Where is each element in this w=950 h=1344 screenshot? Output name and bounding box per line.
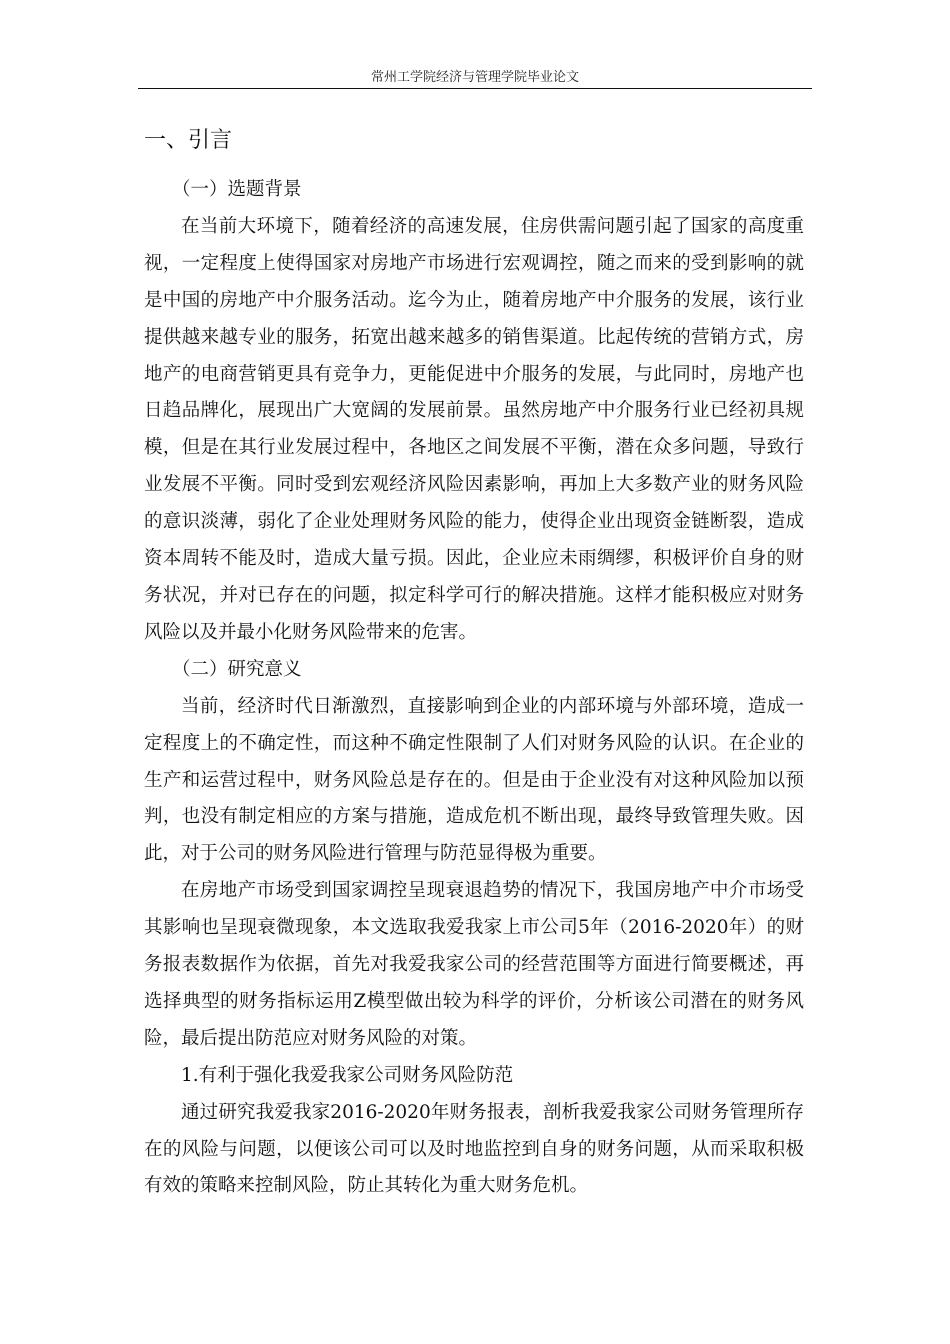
header-rule: [138, 88, 812, 89]
section-heading-background: （一）选题背景: [172, 179, 302, 200]
paragraph-significance-2: 在房地产市场受到国家调控呈现衰退趋势的情况下，我国房地产中介市场受其影响也呈现衰微现象，本文选取我爱我家上市公司5年（2016-2020年）的财务报表数据作为依据，首先对我爱我家公司的经营范围等方面进行简要概述，再选择典型的财务指标运用Z模型做出较为科学的评价，分析该公司潜在的财务风险，最后提出防范应对财务风险的对策。: [144, 880, 804, 1049]
section-heading-significance: （二）研究意义: [172, 658, 302, 680]
paragraph-point-1: 通过研究我爱我家2016-2020年财务报表，剖析我爱我家公司财务管理所存在的风险与问题，以便该公司可以及时地监控到自身的财务问题，从而采取积极有效的策略来控制风险，防止其转化为重大财务危机。: [144, 1101, 804, 1197]
page-header: 常州工学院经济与管理学院毕业论文: [370, 70, 579, 85]
chapter-title: 一、引言: [144, 128, 233, 153]
document-body: [144, 172, 804, 1205]
paragraph-significance-1: 当前，经济时代日渐激烈，直接影响到企业的内部环境与外部环境，造成一定程度上的不确定性，而这种不确定性限制了人们对财务风险的认识。在企业的生产和运营过程中，财务风险总是存在的。但是由于企业没有对这种风险加以预判，也没有制定相应的方案与措施，造成危机不断出现，最终导致管理失败。因此，对于公司的财务风险进行管理与防范显得极为重要。: [144, 695, 804, 865]
paragraph-background: 在当前大环境下，随着经济的高速发展，住房供需问题引起了国家的高度重视，一定程度上使得国家对房地产市场进行宏观调控，随之而来的受到影响的就是中国的房地产中介服务活动。迄今为止，随着房地产中介服务的发展，该行业提供越来越专业的服务，拓宽出越来越多的销售渠道。比起传统的营销方式，房地产的电商营销更具有竞争力，更能促进中介服务的发展，与此同时，房地产也日趋品牌化，展现出广大宽阔的发展前景。虽然房地产中介服务行业已经初具规模，但是在其行业发展过程中，各地区之间发展不平衡，潜在众多问题，导致行业发展不平衡。同时受到宏观经济风险因素影响，再加上大多数产业的财务风险的意识淡薄，弱化了企业处理财务风险的能力，使得企业出现资金链断裂，造成资本周转不能及时，造成大量亏损。因此，企业应未雨绸缪，积极评价自身的财务状况，并对已存在的问题，拟定科学可行的解决措施。这样才能积极应对财务风险以及并最小化财务风险带来的危害。: [144, 215, 804, 643]
subsection-heading-1: 1.有利于强化我爱我家公司财务风险防范: [181, 1064, 514, 1086]
